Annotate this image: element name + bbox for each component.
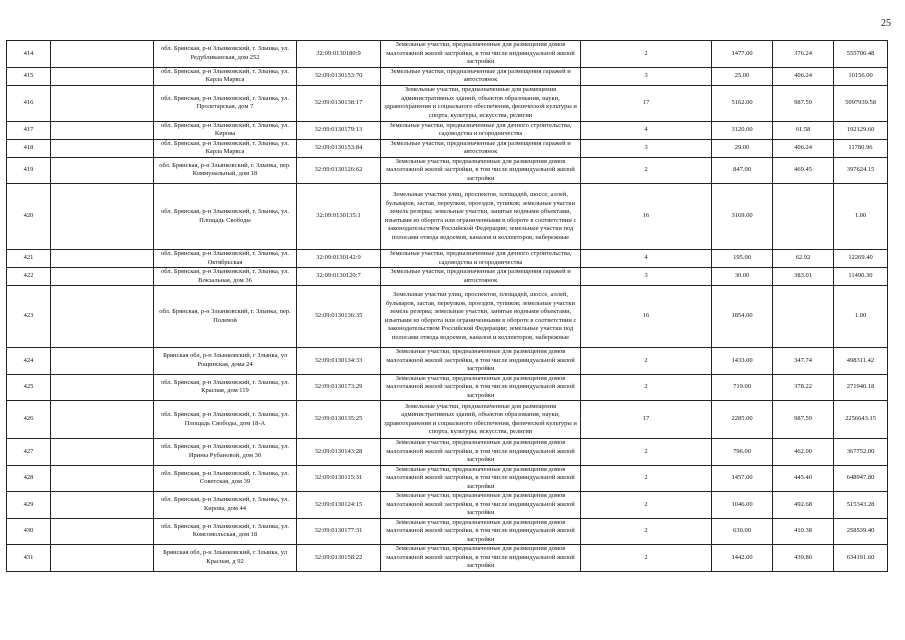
blank-cell [51,492,154,519]
group-cell: 2 [581,157,712,184]
area-cell: 29.00 [712,139,773,157]
blank-cell [51,184,154,250]
land-use-cell: Земельные участки улиц, проспектов, площадей, шоссе, аллей, бульваров, застав, переулков, проездов, тупиков; земельные участки земель резерва; земельные участки, занятые водными объектами, изъятыми из оборота или ограниченными в обороте в соответствии с законодательством Российской Федерации; земельные участки под полосами отвода водоемов, каналов и коллекторов, набережные [381,184,581,250]
specific-value-cell: 378.22 [773,374,834,401]
cadastral-number-cell: 32:09:0130153:70 [297,67,381,85]
land-use-cell: Земельные участки, предназначенные для размещения домов малоэтажной жилой застройки, в том числе индивидуальной жилой застройки [381,439,581,466]
record-number: 418 [7,139,51,157]
record-number: 429 [7,492,51,519]
area-cell: 195.00 [712,250,773,268]
group-cell: 3 [581,268,712,286]
blank-cell [51,401,154,439]
group-cell: 2 [581,545,712,572]
table-row [7,184,888,250]
table-row [7,492,888,519]
area-cell: 30.00 [712,268,773,286]
record-number: 415 [7,67,51,85]
table-row [7,374,888,401]
area-cell: 25.00 [712,67,773,85]
table-row [7,250,888,268]
cadastral-value-cell: 192129.60 [834,121,888,139]
cadastral-value-cell: 648947.80 [834,465,888,492]
specific-value-cell: 61.58 [773,121,834,139]
area-cell: 1046.00 [712,492,773,519]
group-cell: 3 [581,67,712,85]
area-cell: 847.00 [712,157,773,184]
record-number: 421 [7,250,51,268]
specific-value-cell [773,184,834,250]
group-cell: 2 [581,465,712,492]
group-cell: 2 [581,374,712,401]
blank-cell [51,518,154,545]
land-use-cell: Земельные участки улиц, проспектов, площадей, шоссе, аллей, бульваров, застав, переулков, проездов, тупиков; земельные участки земель резерва; земельные участки, занятые водными объектами, изъятыми из оборота или ограниченными в обороте в соответствии с законодательством Российской Федерации; земельные участки под полосами отвода водоемов, каналов и коллекторов, набережные [381,286,581,348]
table-row [7,439,888,466]
cadastral-number-cell: 32:09:0130135:25 [297,401,381,439]
address-cell: обл. Брянская, р-н Злынковский, г. Злынка, ул. Кирова, дом 44 [154,492,297,519]
land-use-cell: Земельные участки, предназначенные для размещения административных зданий, объектов образования, науки, здравоохранения и социального обеспечения, физической культуры и спорта, культуры, искусства, религии [381,401,581,439]
group-cell: 4 [581,121,712,139]
table-row [7,401,888,439]
record-number: 431 [7,545,51,572]
specific-value-cell [773,286,834,348]
blank-cell [51,465,154,492]
area-cell: 719.00 [712,374,773,401]
table-row [7,545,888,572]
specific-value-cell: 376.24 [773,41,834,68]
table-row [7,41,888,68]
record-number: 419 [7,157,51,184]
address-cell: обл. Брянская, р-н Злынковский, г. Злынка, ул. Советская, дом 39 [154,465,297,492]
address-cell: обл. Брянская, р-н Злынковский, г. Злынка, ул. Редубликанская, дом 252 [154,41,297,68]
table-row [7,268,888,286]
blank-cell [51,139,154,157]
cadastral-number-cell: 32:09:0130134:33 [297,348,381,375]
specific-value-cell: 987.59 [773,401,834,439]
area-cell: 630.00 [712,518,773,545]
cadastral-number-cell: 32:09:0130120:7 [297,268,381,286]
table-row [7,85,888,121]
group-cell: 2 [581,492,712,519]
record-number: 430 [7,518,51,545]
specific-value-cell: 987.59 [773,85,834,121]
address-cell: обл. Брянская, р-н Злынковский, г. Злынка, ул. Ирины Рубановой, дом 30 [154,439,297,466]
cadastral-value-cell: 1.00 [834,286,888,348]
land-use-cell: Земельные участки, предназначенные для размещения домов малоэтажной жилой застройки, в том числе индивидуальной жилой застройки [381,41,581,68]
cadastral-value-cell: 555706.48 [834,41,888,68]
record-number: 414 [7,41,51,68]
cadastral-value-cell: 271940.18 [834,374,888,401]
specific-value-cell: 410.38 [773,518,834,545]
record-number: 424 [7,348,51,375]
specific-value-cell: 406.24 [773,67,834,85]
cadastral-number-cell: 32:09:0130136:35 [297,286,381,348]
address-cell: обл. Брянская, р-н Злынковский, г. Злынка, ул. Карла Маркса [154,139,297,157]
cadastral-value-table [6,40,888,572]
address-cell: обл. Брянская, р-н Злынковский, г. Злынка, ул. Карла Маркса [154,67,297,85]
group-cell: 17 [581,85,712,121]
group-cell: 2 [581,518,712,545]
area-cell: 3120.00 [712,121,773,139]
page-number: 25 [881,18,891,29]
cadastral-value-cell: 12269.40 [834,250,888,268]
record-number: 423 [7,286,51,348]
cadastral-number-cell: 32:09:0130177:31 [297,518,381,545]
address-cell: обл. Брянская, р-н Злынковский, г. Злынка, ул. Площадь Свободы [154,184,297,250]
specific-value-cell: 439.80 [773,545,834,572]
address-cell: обл. Брянская, р-н Злынковский, г. Злынка, пер. Коммунальный, дом 18 [154,157,297,184]
cadastral-number-cell: 32:09:0130115:31 [297,465,381,492]
cadastral-number-cell: 32:09:0130126:62 [297,157,381,184]
cadastral-number-cell: 32:09:0130180:9 [297,41,381,68]
table-row [7,348,888,375]
table-row [7,286,888,348]
blank-cell [51,250,154,268]
cadastral-value-cell: 515343.28 [834,492,888,519]
blank-cell [51,374,154,401]
land-use-cell: Земельные участки, предназначенные для размещения домов малоэтажной жилой застройки, в том числе индивидуальной жилой застройки [381,465,581,492]
specific-value-cell: 469.45 [773,157,834,184]
group-cell: 16 [581,286,712,348]
blank-cell [51,268,154,286]
address-cell: обл. Брянская, р-н Злынковский, г. Злынка, ул. Площадь Свободы, дом 18-А [154,401,297,439]
address-cell: обл. Брянская, р-н Злынковский, г. Злынка, ул. Кирова [154,121,297,139]
record-number: 428 [7,465,51,492]
area-cell: 1442.00 [712,545,773,572]
cadastral-value-cell: 5097939.58 [834,85,888,121]
blank-cell [51,85,154,121]
blank-cell [51,41,154,68]
cadastral-value-cell: 397624.15 [834,157,888,184]
specific-value-cell: 406.24 [773,139,834,157]
cadastral-value-cell: 258539.40 [834,518,888,545]
address-cell: обл. Брянская, р-н Злынковский, г. Злынка, ул. Вокзальная, дом 36 [154,268,297,286]
group-cell: 16 [581,184,712,250]
area-cell: 796.00 [712,439,773,466]
address-cell: обл. Брянская, р-н Злынковский, г. Злынка, ул. Пролетарская, дом 7 [154,85,297,121]
cadastral-number-cell: 32:09:0130179:13 [297,121,381,139]
table-row [7,465,888,492]
cadastral-value-cell: 367752.00 [834,439,888,466]
table-row [7,139,888,157]
land-use-cell: Земельные участки, предназначенные для размещения гаражей и автостоянок [381,268,581,286]
specific-value-cell: 462.00 [773,439,834,466]
group-cell: 3 [581,139,712,157]
specific-value-cell: 445.40 [773,465,834,492]
cadastral-value-cell: 11780.96 [834,139,888,157]
land-use-cell: Земельные участки, предназначенные для размещения домов малоэтажной жилой застройки, в том числе индивидуальной жилой застройки [381,492,581,519]
table-row [7,121,888,139]
cadastral-number-cell: 32:09:0130135:1 [297,184,381,250]
cadastral-number-cell: 32:09:0130158:22 [297,545,381,572]
cadastral-value-cell: 11490.30 [834,268,888,286]
land-use-cell: Земельные участки, предназначенные для дачного строительства, садоводства и огородничества [381,250,581,268]
blank-cell [51,121,154,139]
land-use-cell: Земельные участки, предназначенные для размещения домов малоэтажной жилой застройки, в том числе индивидуальной жилой застройки [381,374,581,401]
record-number: 420 [7,184,51,250]
record-number: 426 [7,401,51,439]
land-use-cell: Земельные участки, предназначенные для размещения гаражей и автостоянок [381,67,581,85]
record-number: 422 [7,268,51,286]
record-number: 417 [7,121,51,139]
address-cell: обл. Брянская, р-н Злынковский, г. Злынка, ул. Октябрьская [154,250,297,268]
specific-value-cell: 383.01 [773,268,834,286]
address-cell: обл. Брянская, р-н Злынковский, г. Злынка, ул. Красная, дом 119 [154,374,297,401]
area-cell: 1854.00 [712,286,773,348]
area-cell: 1477.00 [712,41,773,68]
specific-value-cell: 347.74 [773,348,834,375]
record-number: 427 [7,439,51,466]
blank-cell [51,157,154,184]
cadastral-value-cell: 634191.60 [834,545,888,572]
specific-value-cell: 62.92 [773,250,834,268]
cadastral-number-cell: 32:09:0130143:28 [297,439,381,466]
land-use-cell: Земельные участки, предназначенные для дачного строительства, садоводства и огородничества [381,121,581,139]
land-use-cell: Земельные участки, предназначенные для размещения гаражей и автостоянок [381,139,581,157]
group-cell: 2 [581,348,712,375]
blank-cell [51,67,154,85]
specific-value-cell: 492.68 [773,492,834,519]
land-use-cell: Земельные участки, предназначенные для размещения домов малоэтажной жилой застройки, в том числе индивидуальной жилой застройки [381,348,581,375]
area-cell: 2285.00 [712,401,773,439]
cadastral-number-cell: 32:09:0130153:84 [297,139,381,157]
address-cell: обл. Брянская, р-н Злынковский, г. Злынка, пер. Полевой [154,286,297,348]
area-cell: 3169.00 [712,184,773,250]
record-number: 416 [7,85,51,121]
group-cell: 17 [581,401,712,439]
record-number: 425 [7,374,51,401]
cadastral-value-cell: 10156.00 [834,67,888,85]
table-row [7,518,888,545]
blank-cell [51,439,154,466]
area-cell: 1433.00 [712,348,773,375]
land-use-cell: Земельные участки, предназначенные для размещения домов малоэтажной жилой застройки, в том числе индивидуальной жилой застройки [381,545,581,572]
cadastral-number-cell: 32:09:0130124:15 [297,492,381,519]
cadastral-number-cell: 32:09:0130173:29 [297,374,381,401]
table-row [7,157,888,184]
group-cell: 4 [581,250,712,268]
area-cell: 5162.00 [712,85,773,121]
table-row [7,67,888,85]
land-use-cell: Земельные участки, предназначенные для размещения домов малоэтажной жилой застройки, в том числе индивидуальной жилой застройки [381,518,581,545]
land-use-cell: Земельные участки, предназначенные для размещения домов малоэтажной жилой застройки, в том числе индивидуальной жилой застройки [381,157,581,184]
blank-cell [51,545,154,572]
group-cell: 2 [581,41,712,68]
area-cell: 1457.00 [712,465,773,492]
cadastral-value-cell: 2256643.15 [834,401,888,439]
cadastral-number-cell: 32:09:0130142:9 [297,250,381,268]
address-cell: Брянская обл, р-н Злынковский, г Злынка, ул Красная, д 92 [154,545,297,572]
cadastral-value-cell: 1.00 [834,184,888,250]
address-cell: обл. Брянская, р-н Злынковский, г. Злынка, ул. Комсомольская, дом 18 [154,518,297,545]
cadastral-value-cell: 498311.42 [834,348,888,375]
land-use-cell: Земельные участки, предназначенные для размещения административных зданий, объектов образования, науки, здравоохранения и социального обеспечения, физической культуры и спорта, культуры, искусства, религии [381,85,581,121]
group-cell: 2 [581,439,712,466]
blank-cell [51,348,154,375]
address-cell: Брянская обл, р-н Злынковский, г Злынка, ул Рощинская, дома 24 [154,348,297,375]
cadastral-number-cell: 32:09:0130138:17 [297,85,381,121]
blank-cell [51,286,154,348]
